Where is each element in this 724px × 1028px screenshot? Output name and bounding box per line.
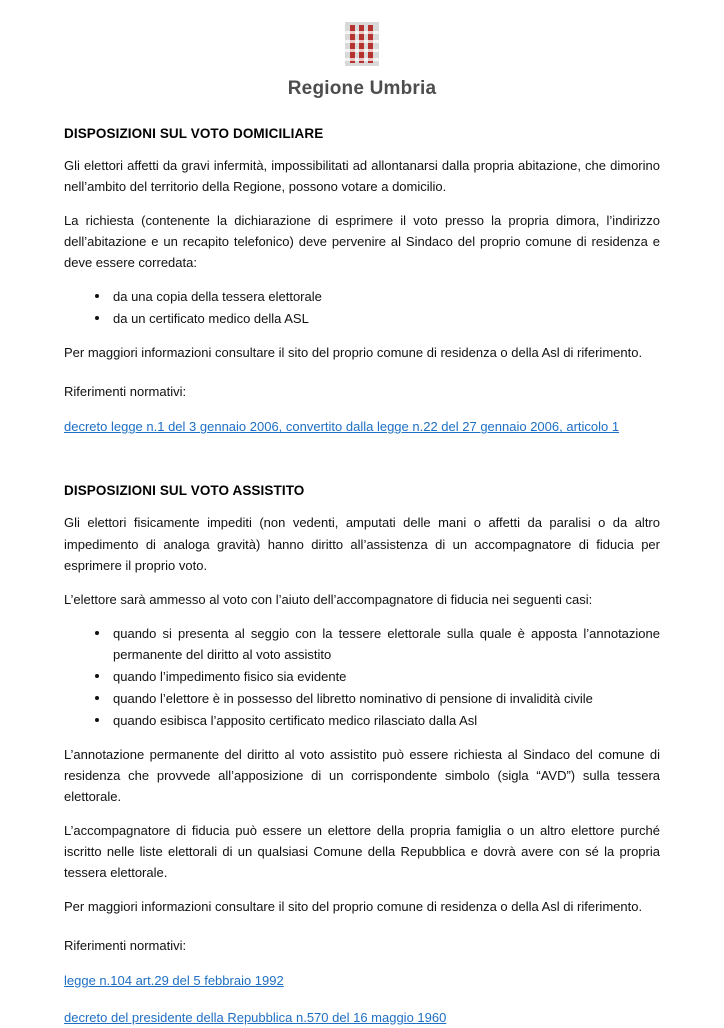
law-link-decreto-legge-1-2006[interactable]: decreto legge n.1 del 3 gennaio 2006, convertito dalla legge n.22 del 27 gennaio 2006, articolo 1 [64, 419, 620, 435]
list-item: da una copia della tessera elettorale [64, 286, 660, 307]
list-item: quando si presenta al seggio con la tessere elettorale sulla quale è apposta l’annotazione permanente del diritto al voto assistito [64, 623, 660, 665]
list-item: quando l’elettore è in possesso del libretto nominativo di pensione di invalidità civile [64, 688, 660, 709]
document-header [64, 0, 660, 100]
bullet-list-domiciliare [64, 286, 660, 329]
list-item: da un certificato medico della ASL [64, 308, 660, 329]
law-link-dpr-570-1960[interactable]: decreto del presidente della Repubblica n.570 del 16 maggio 1960 [64, 1010, 447, 1026]
paragraph-domiciliare-richiesta: La richiesta (contenente la dichiarazione di esprimere il voto presso la propria dimora, l’indirizzo dell’abitazione e un recapito telefonico) deve pervenire al Sindaco del proprio comune di residenza e deve essere corredata: [64, 213, 660, 271]
list-item: quando l’impedimento fisico sia evidente [64, 666, 660, 687]
list-item: quando esibisca l’apposito certificato medico rilasciato dalla Asl [64, 710, 660, 731]
refs-label-domiciliare: Riferimenti normativi: [64, 384, 187, 400]
regione-umbria-logo-icon [345, 22, 379, 66]
paragraph-assistito-info: Per maggiori informazioni consultare il sito del proprio comune di residenza o della Asl di riferimento. [64, 899, 643, 915]
refs-label-assistito: Riferimenti normativi: [64, 938, 187, 954]
bullet-list-assistito [64, 623, 660, 731]
section-title-voto-domiciliare: DISPOSIZIONI SUL VOTO DOMICILIARE [64, 126, 324, 141]
paragraph-assistito-casi: L’elettore sarà ammesso al voto con l’aiuto dell’accompagnatore di fiducia nei seguenti casi: [64, 591, 593, 607]
paragraph-assistito-accompagnatore: L’accompagnatore di fiducia può essere un elettore della propria famiglia o un altro elettore purché iscritto nelle liste elettorali di un qualsiasi Comune della Repubblica e dovrà avere con sé la propria tessera elettorale. [64, 823, 660, 881]
paragraph-assistito-intro: Gli elettori fisicamente impediti (non vedenti, amputati delle mani o affetti da paralisi o da altro impedimento di analoga gravità) hanno diritto all’assistenza di un accompagnatore di fiducia per esprimere il proprio voto. [64, 515, 660, 573]
document-content [64, 126, 660, 1028]
paragraph-domiciliare-info: Per maggiori informazioni consultare il sito del proprio comune di residenza o della Asl di riferimento. [64, 345, 643, 361]
paragraph-domiciliare-intro: Gli elettori affetti da gravi infermità, impossibilitati ad allontanarsi dalla propria abitazione, che dimorino nell’ambito del territorio della Regione, possono votare a domicilio. [64, 158, 660, 195]
section-title-voto-assistito: DISPOSIZIONI SUL VOTO ASSISTITO [64, 483, 305, 499]
law-link-legge-104-1992[interactable]: legge n.104 art.29 del 5 febbraio 1992 [64, 973, 284, 989]
organization-name: Regione Umbria [287, 78, 437, 99]
paragraph-assistito-annotazione: L’annotazione permanente del diritto al voto assistito può essere richiesta al Sindaco del comune di residenza che provvede all’apposizione di un corrispondente simbolo (sigla “AVD”) sulla tessera elettorale. [64, 746, 660, 804]
